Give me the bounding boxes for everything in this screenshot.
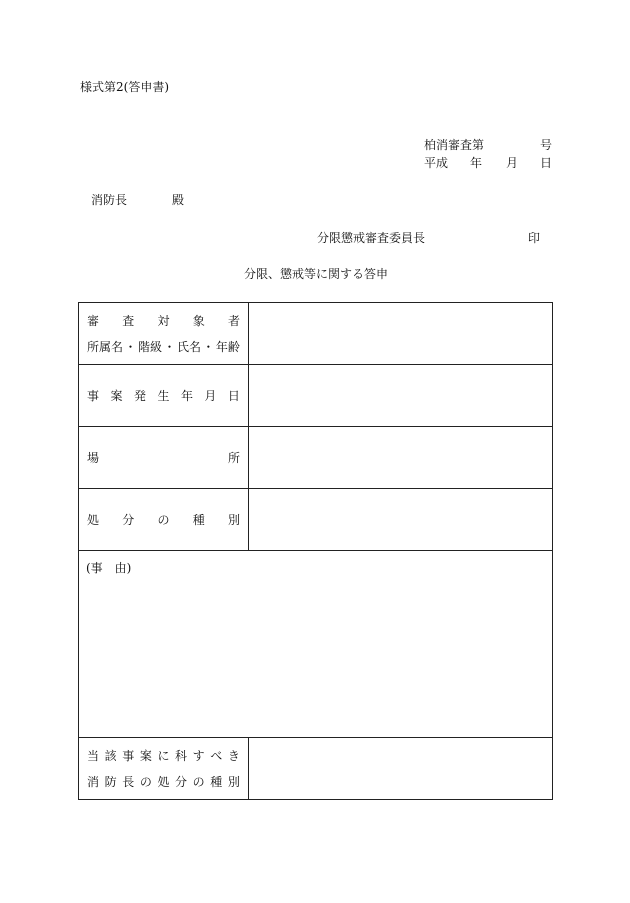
recipient-name: 消防長: [91, 193, 128, 207]
reason-label: (事 由): [86, 561, 132, 575]
justified-line: 消 防 長 の 処 分 の 種 別: [87, 774, 240, 789]
recipient-honorific: 殿: [172, 193, 185, 207]
justified-line: 当 該 事 案 に 科 す べ き: [87, 748, 240, 763]
sender-title: 分限懲戒審査委員長: [317, 231, 426, 245]
table-row: [79, 551, 553, 738]
seal-mark: 印: [528, 231, 541, 245]
report-form-table: [78, 302, 553, 800]
justified-line: 処 分 の 種 別: [87, 512, 240, 527]
date-era: 平成: [424, 156, 449, 170]
justified-line: 事 案 発 生 年 月 日: [87, 388, 240, 403]
table-row: [79, 365, 553, 427]
incident-date-value-cell[interactable]: [249, 365, 553, 427]
ref-number-suffix: 号: [540, 138, 553, 152]
form-number: 様式第2(答申書): [80, 80, 169, 94]
document-title: 分限、懲戒等に関する答申: [244, 267, 389, 281]
location-value-cell[interactable]: [249, 427, 553, 489]
disposition-type-label-cell: [79, 489, 249, 551]
subject-label-cell: [79, 303, 249, 365]
table-row: [79, 489, 553, 551]
date-day-label: 日: [540, 156, 553, 170]
recommended-disposition-label-cell: [79, 738, 249, 800]
table-row: [79, 303, 553, 365]
justified-line: 場 所: [87, 450, 240, 465]
ref-number-prefix: 柏消審査第: [424, 138, 485, 152]
recommended-disposition-value-cell[interactable]: [249, 738, 553, 800]
justified-line: 所属名 ・ 階級 ・ 氏名 ・ 年齢: [87, 339, 240, 354]
subject-value-cell[interactable]: [249, 303, 553, 365]
table-row: [79, 427, 553, 489]
incident-date-label-cell: [79, 365, 249, 427]
justified-line: 審 査 対 象 者: [87, 313, 240, 328]
date-year-label: 年: [470, 156, 483, 170]
reason-cell[interactable]: [79, 551, 553, 738]
disposition-type-value-cell[interactable]: [249, 489, 553, 551]
location-label-cell: [79, 427, 249, 489]
table-row: [79, 738, 553, 800]
date-month-label: 月: [506, 156, 519, 170]
